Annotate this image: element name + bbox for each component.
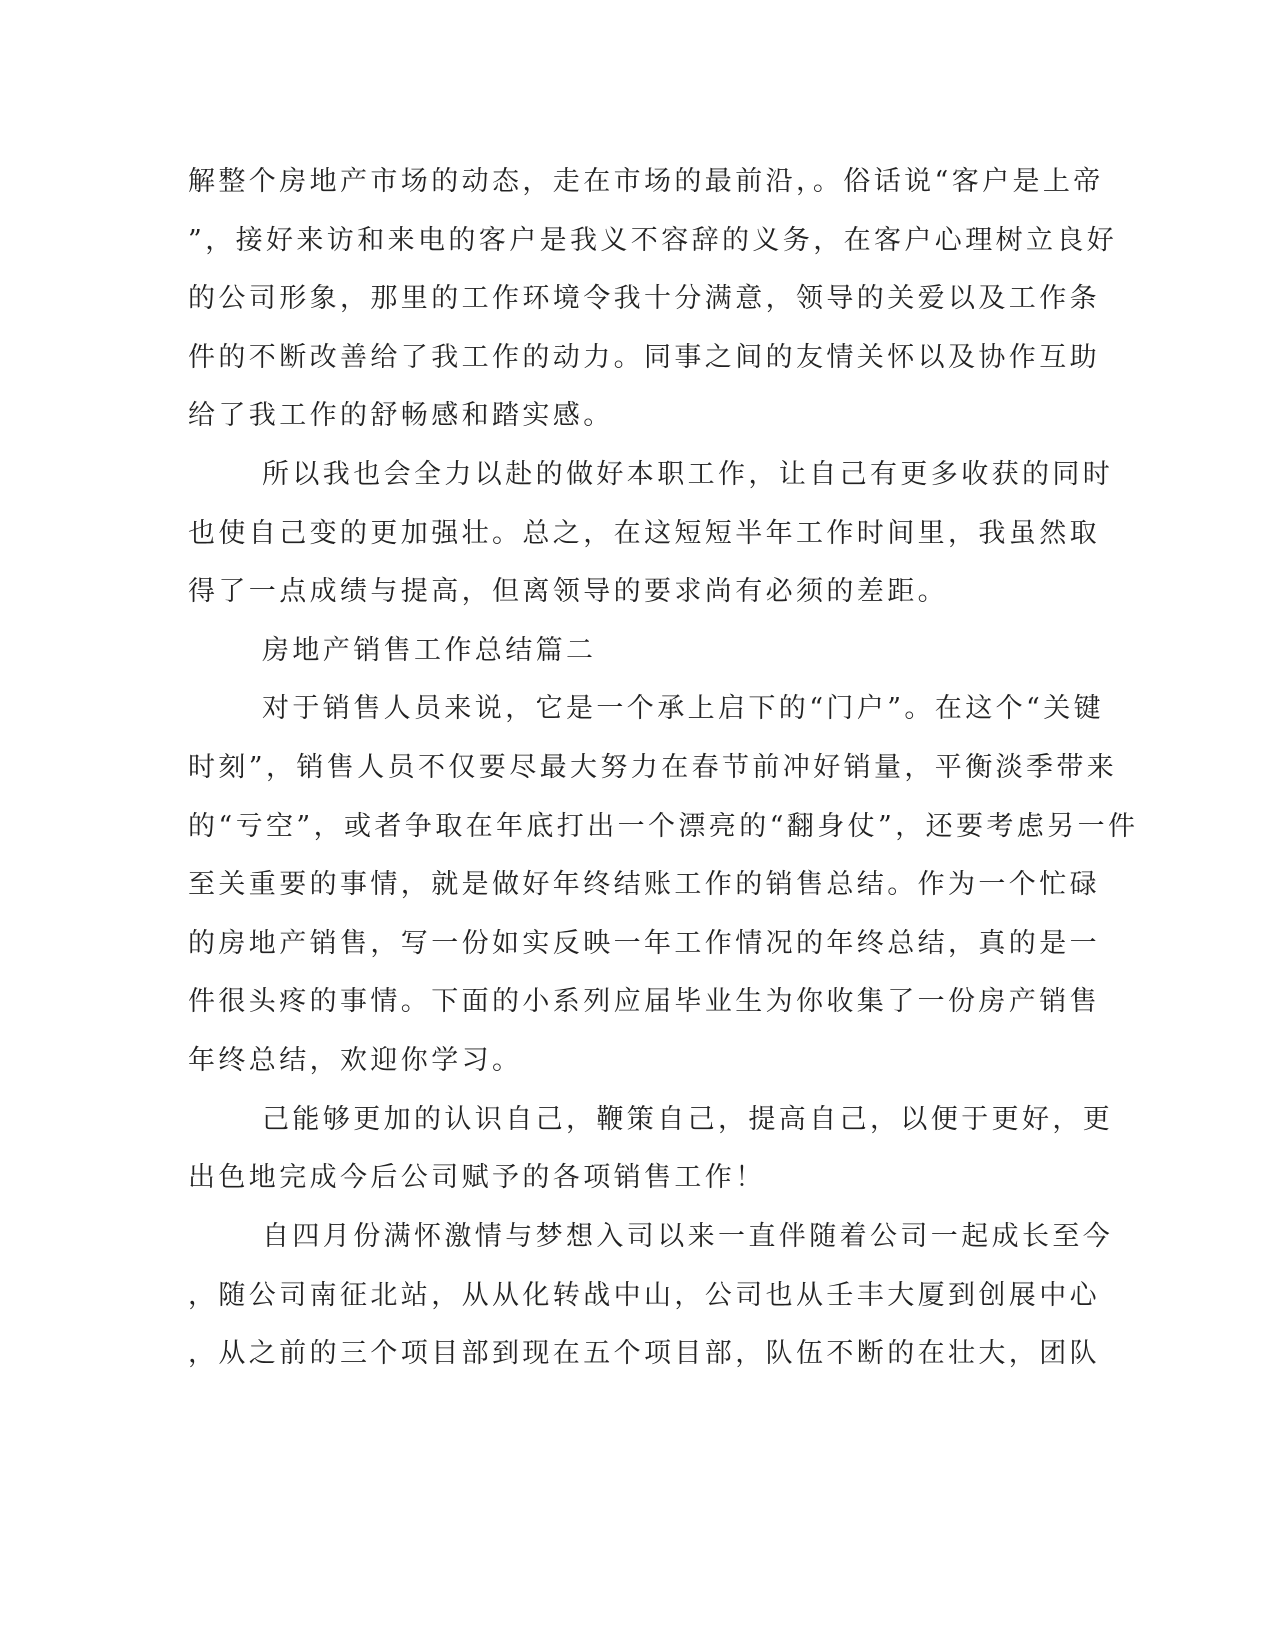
- text-line: 至关重要的事情，就是做好年终结账工作的销售总结。作为一个忙碌: [188, 869, 1100, 900]
- text-line: 的公司形象，那里的工作环境令我十分满意，领导的关爱以及工作条: [188, 283, 1100, 314]
- text-line: 出色地完成今后公司赋予的各项销售工作！: [188, 1162, 766, 1193]
- text-line: 件很头疼的事情。下面的小系列应届毕业生为你收集了一份房产销售: [188, 986, 1100, 1017]
- paragraph-start-line: 己能够更加的认识自己，鞭策自己，提高自己，以便于更好，更: [262, 1104, 1114, 1135]
- text-line: 给了我工作的舒畅感和踏实感。: [188, 400, 614, 431]
- paragraph-start-line: 对于销售人员来说，它是一个承上启下的“门户”。在这个“关键: [262, 693, 1105, 724]
- section-heading: 房地产销售工作总结篇二: [262, 635, 597, 666]
- paragraph-start-line: 自四月份满怀激情与梦想入司以来一直伴随着公司一起成长至今: [262, 1221, 1114, 1252]
- text-line: 年终总结，欢迎你学习。: [188, 1045, 523, 1076]
- text-line: 解整个房地产市场的动态，走在市场的最前沿，。俗话说“客户是上帝: [188, 166, 1104, 197]
- text-line: 得了一点成绩与提高，但离领导的要求尚有必须的差距。: [188, 576, 948, 607]
- text-line: 的房地产销售，写一份如实反映一年工作情况的年终总结，真的是一: [188, 928, 1100, 959]
- text-line: 时刻”，销售人员不仅要尽最大努力在春节前冲好销量，平衡淡季带来: [188, 752, 1118, 783]
- paragraph-start-line: 所以我也会全力以赴的做好本职工作，让自己有更多收获的同时: [262, 459, 1114, 490]
- text-line: 的“亏空”，或者争取在年底打出一个漂亮的“翻身仗”，还要考虑另一件: [188, 811, 1139, 842]
- text-line: 件的不断改善给了我工作的动力。同事之间的友情关怀以及协作互助: [188, 342, 1100, 373]
- text-line: 也使自己变的更加强壮。总之，在这短短半年工作时间里，我虽然取: [188, 518, 1100, 549]
- text-line: ”，接好来访和来电的客户是我义不容辞的义务，在客户心理树立良好: [188, 225, 1118, 256]
- text-line: ，从之前的三个项目部到现在五个项目部，队伍不断的在壮大，团队: [188, 1338, 1100, 1369]
- text-line: ，随公司南征北站，从从化转战中山，公司也从壬丰大厦到创展中心: [188, 1280, 1100, 1311]
